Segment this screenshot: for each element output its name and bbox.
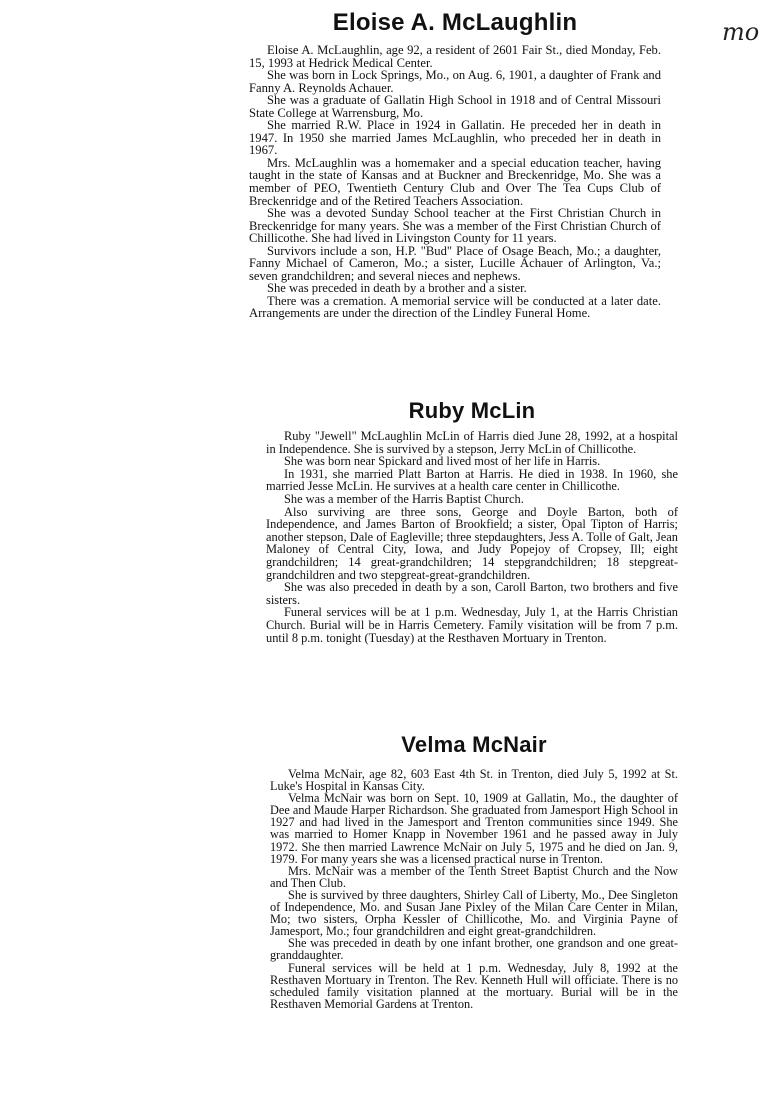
obituary-paragraph: She was born near Spickard and lived most of her life in Harris.	[284, 454, 601, 469]
obituary-paragraph: She was a graduate of Gallatin High School in 1918 and of Central Missouri State College at Warrensburg, Mo.	[249, 93, 661, 120]
obituary-paragraph: There was a cremation. A memorial service will be conducted at a later date. Arrangements are under the direction of the Lindley Funeral Home.	[249, 293, 661, 321]
obituary-paragraph: She is survived by three daughters, Shirley Call of Liberty, Mo., Dee Singleton of Independence, Mo. and Susan Jane Pixley of the Milan Care Center in Milan, Mo; two sisters, Orpha Kessler of Chillicothe, Mo. and Virginia Payne of Jamesport, Mo.; four grandchildren and eight great-grandchildren.	[270, 887, 678, 939]
obituary-paragraph: Also surviving are three sons, George and Doyle Barton, both of Independence, and James Barton of Brookfield; a sister, Opal Tipton of Harris; another stepson, Dale of Eagleville; three stepdaughters, Jess A. Tolle of Galt, Jean Maloney of Central City, Iowa, and Judy Popejoy of Cropsey, Ill; eight grandchildren; 14 great-grandchildren; 14 stepgrandchildren; 18 stepgreat-grandchildren and two stepgreat-great-grandchildren.	[266, 504, 678, 582]
obituary-paragraph: She was a member of the Harris Baptist Church.	[284, 491, 524, 506]
obituary-paragraph: She was also preceded in death by a son, Caroll Barton, two brothers and five sisters.	[266, 580, 678, 607]
obituary-paragraph: Funeral services will be at 1 p.m. Wednesday, July 1, at the Harris Christian Church. Burial will be in Harris Cemetery. Family visitation will be from 7 p.m. until 8 p.m. tonight (Tuesday) at the Resthaven Mortuary in Trenton.	[266, 605, 678, 645]
handwritten-margin-note: mo	[722, 18, 760, 46]
obituary-velma-mcnair	[270, 732, 678, 1010]
obituary-name: Ruby McLin	[408, 398, 536, 423]
obituary-paragraph: Survivors include a son, H.P. "Bud" Place of Osage Beach, Mo.; a daughter, Fanny Michael of Cameron, Mo.; a sister, Lucille Achauer of Arlington, Va.; seven grandchildren; and several nieces and nephews.	[249, 243, 661, 283]
obituary-paragraph: She married R.W. Place in 1924 in Gallatin. He preceded her in death in 1947. In 1950 she married James McLaughlin, who preceded her in death in 1967.	[249, 118, 661, 158]
obituary-paragraph: Velma McNair, age 82, 603 East 4th St. in Trenton, died July 5, 1992 at St. Luke's Hospital in Kansas City.	[270, 767, 678, 794]
obituary-paragraph: Velma McNair was born on Sept. 10, 1909 at Gallatin, Mo., the daughter of Dee and Maude Harper Richardson. She graduated from Jamesport High School in 1927 and had lived in the Jamesport and Trenton communities since 1949. She was married to Homer Knapp in November 1961 and he passed away in July 1972. She then married Lawrence McNair on July 5, 1975 and he died on Jan. 9, 1979. For many years she was a licensed practical nurse in Trenton.	[270, 791, 678, 866]
obituary-name: Velma McNair	[401, 732, 547, 757]
obituary-paragraph: She was preceded in death by one infant brother, one grandson and one great-granddaughter.	[270, 936, 678, 963]
obituary-paragraph: Mrs. McLaughlin was a homemaker and a special education teacher, having taught in the state of Kansas and at Buckner and Breckenridge, Mo. She was a member of PEO, Twentieth Century Club and Over The Tea Cups Club of Breckenridge and of the Retired Teachers Association.	[249, 155, 661, 208]
obituary-paragraph: Ruby "Jewell" McLaughlin McLin of Harris died June 28, 1992, at a hospital in Independence. She is survived by a stepson, Jerry McLin of Chillicothe.	[266, 429, 678, 456]
obituary-ruby-mclin	[266, 398, 678, 644]
obituary-paragraph: Eloise A. McLaughlin, age 92, a resident of 2601 Fair St., died Monday, Feb. 15, 1993 at Hedrick Medical Center.	[249, 43, 661, 70]
obituary-eloise-mclaughlin	[249, 8, 661, 320]
obituary-paragraph: Mrs. McNair was a member of the Tenth Street Baptist Church and the Now and Then Club.	[270, 863, 678, 890]
obituary-paragraph: She was born in Lock Springs, Mo., on Aug. 6, 1901, a daughter of Frank and Fanny A. Reynolds Achauer.	[249, 68, 661, 95]
obituary-paragraph: Funeral services will be held at 1 p.m. Wednesday, July 8, 1992 at the Resthaven Mortuary in Trenton. The Rev. Kenneth Hull will officiate. There is no scheduled family visitation planned at the mortuary. Burial will be in the Resthaven Memorial Gardens at Trenton.	[270, 960, 678, 1011]
obituary-paragraph: In 1931, she married Platt Barton at Harris. He died in 1938. In 1960, she married Jesse McLin. He survives at a health care center in Chillicothe.	[266, 466, 678, 494]
obituary-paragraph: She was preceded in death by a brother and a sister.	[267, 281, 527, 296]
obituary-paragraph: She was a devoted Sunday School teacher at the First Christian Church in Breckenridge for many years. She was a member of the First Christian Church of Chillicothe. She had lived in Livingston County for 11 years.	[249, 206, 661, 246]
obituary-name: Eloise A. McLaughlin	[332, 9, 578, 36]
